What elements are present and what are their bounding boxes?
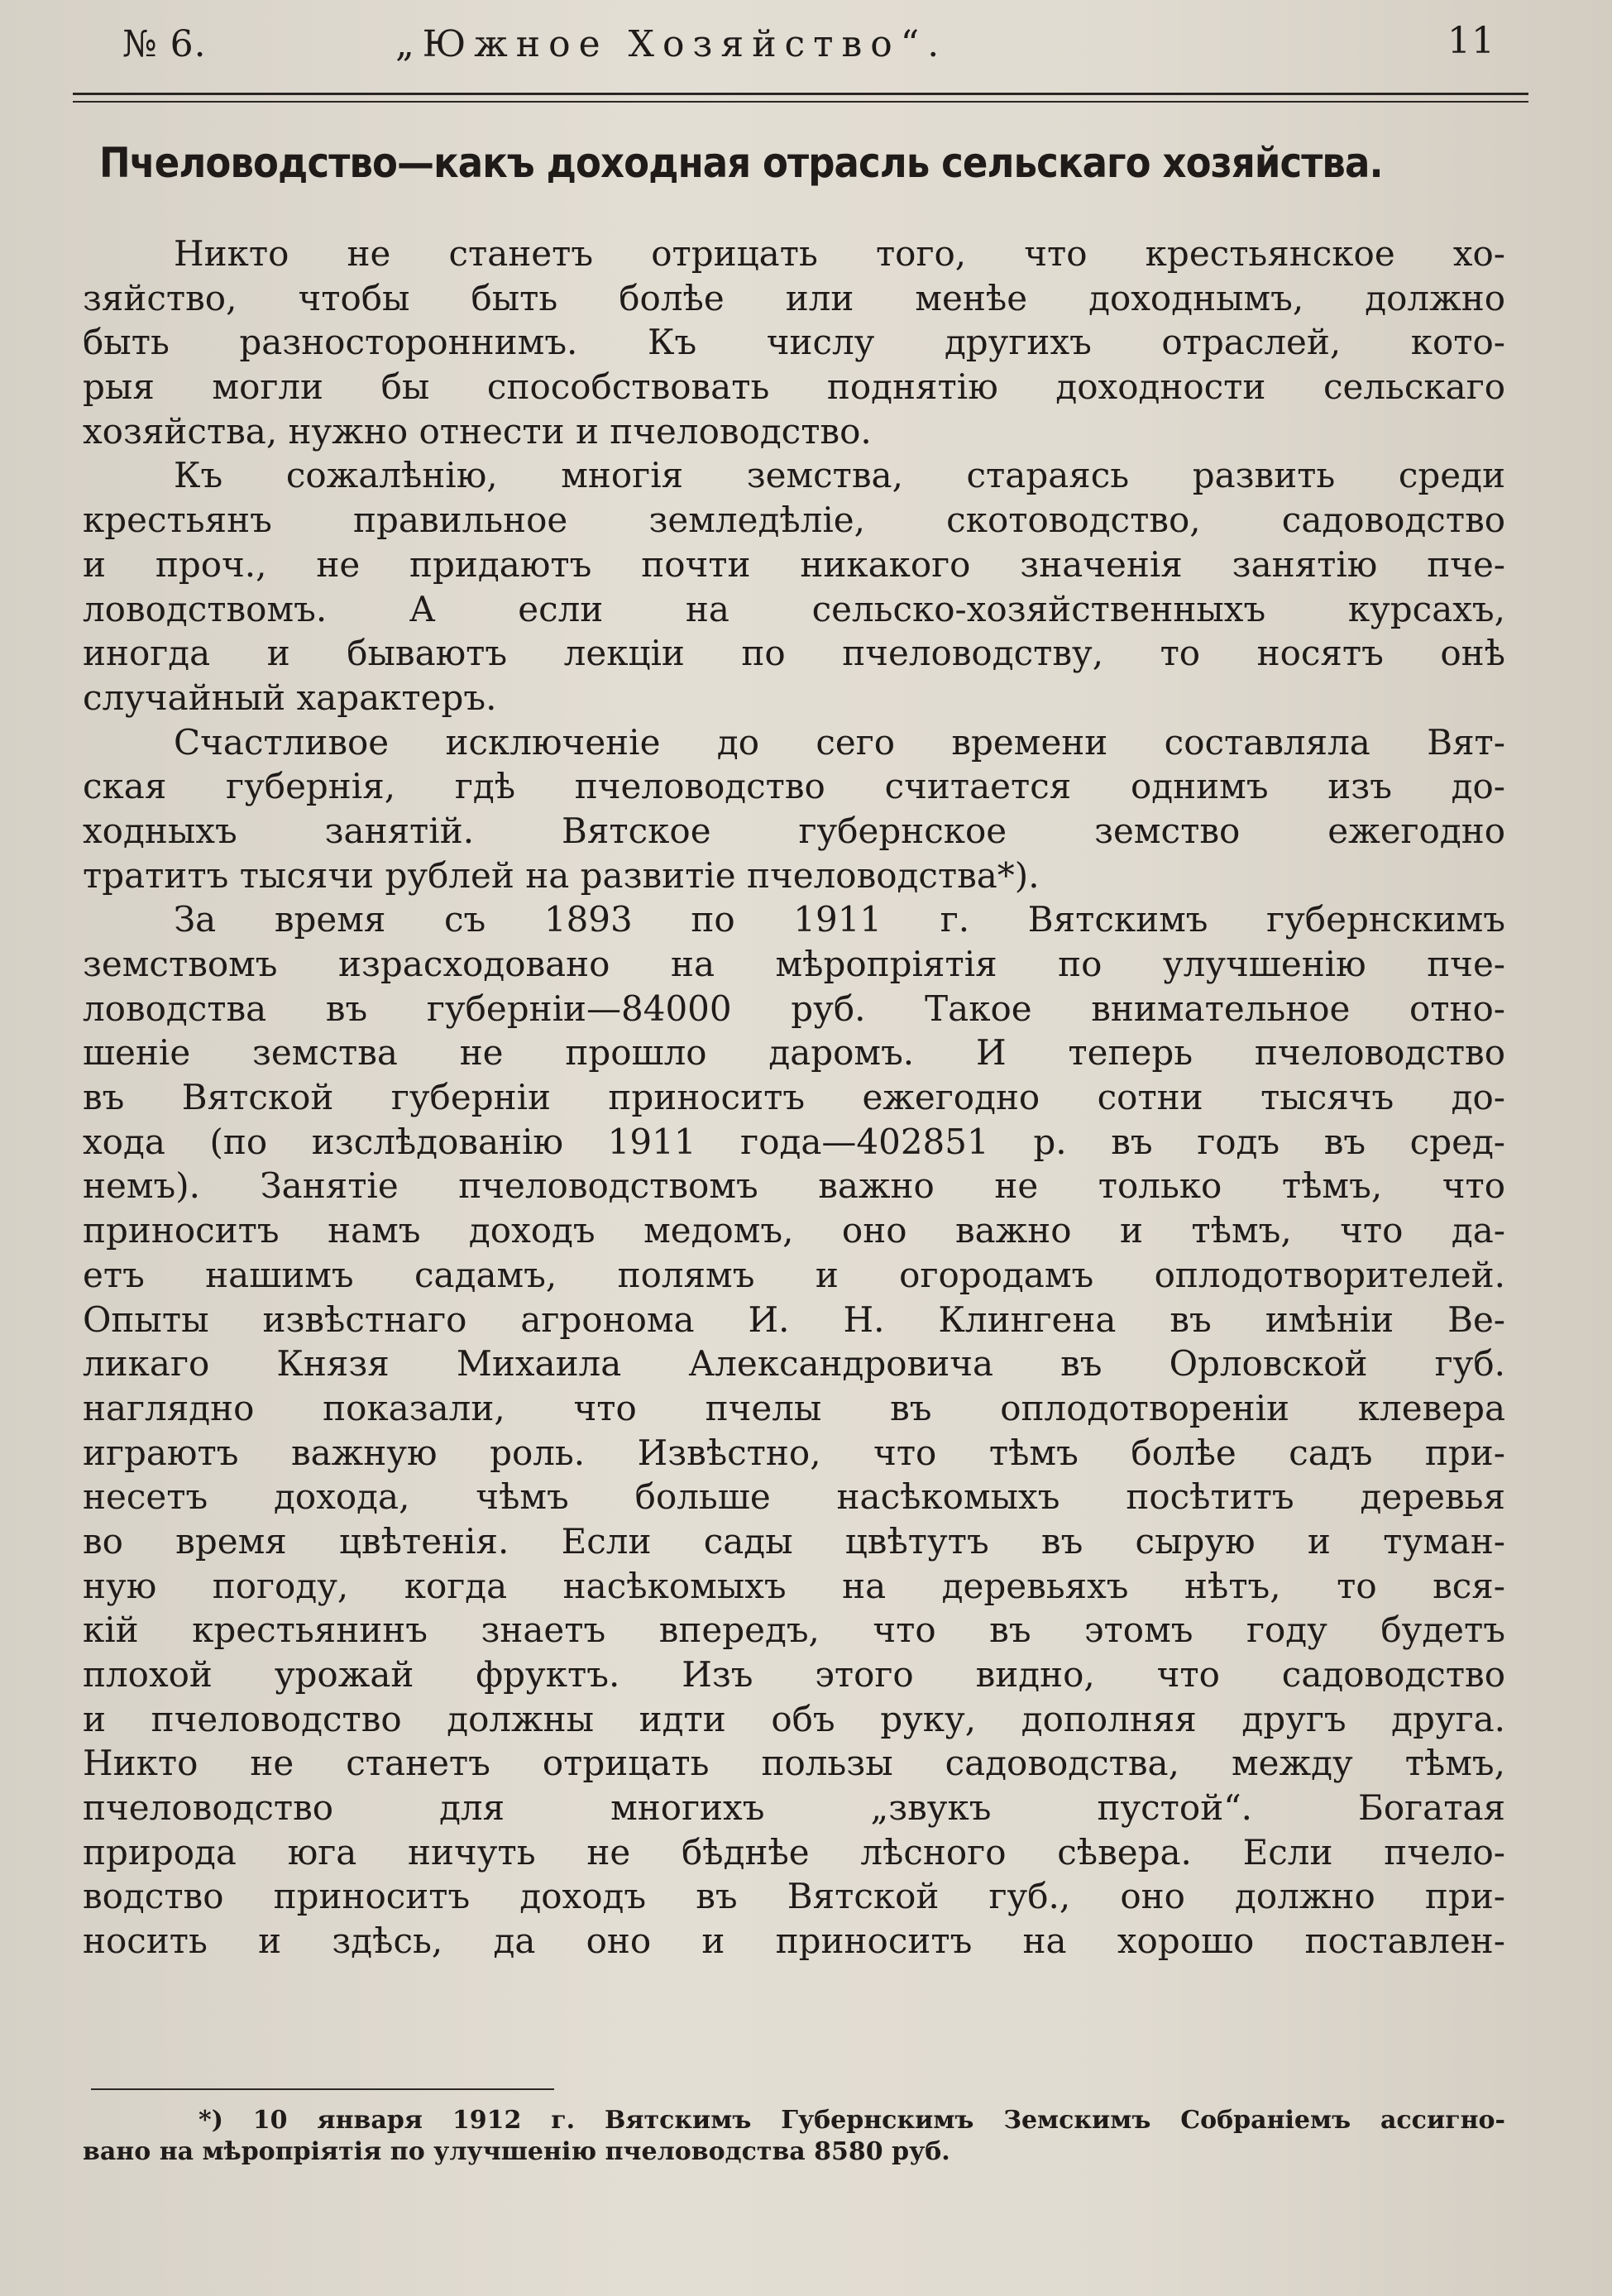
text-line: ходныхъ занятій. Вятское губернское земство ежегодно <box>83 810 1505 851</box>
text-line: ловодства въ губерніи—84000 руб. Такое внимательное отно- <box>83 988 1505 1029</box>
article-title: Пчеловодство—какъ доходная отрасль сельскаго хозяйства. <box>99 139 1383 187</box>
text-line: носить и здѣсь, да оно и приноситъ на хорошо поставлен- <box>83 1921 1505 1962</box>
text-line: приноситъ намъ доходъ медомъ, оно важно и тѣмъ, что да- <box>83 1210 1505 1251</box>
footnote-line: *) 10 января 1912 г. Вятскимъ Губернскимъ Земскимъ Собраніемъ ассигно- <box>199 2106 1505 2135</box>
text-line: Никто не станетъ отрицать пользы садоводства, между тѣмъ, <box>83 1743 1505 1784</box>
text-line: быть разностороннимъ. Къ числу другихъ отраслей, кото- <box>83 322 1505 363</box>
header-rule-double <box>73 101 1528 103</box>
text-line: случайный характеръ. <box>83 677 497 718</box>
text-line: водство приноситъ доходъ въ Вятской губ., оно должно при- <box>83 1876 1505 1917</box>
text-line: зяйство, чтобы быть болѣе или менѣе доходнымъ, должно <box>83 277 1505 318</box>
text-line: немъ). Занятіе пчеловодствомъ важно не только тѣмъ, что <box>83 1165 1505 1207</box>
text-line: ликаго Князя Михаила Александровича въ Орловской губ. <box>83 1343 1505 1385</box>
text-line: шеніе земства не прошло даромъ. И теперь пчеловодство <box>83 1032 1505 1074</box>
text-line: наглядно показали, что пчелы въ оплодотвореніи клевера <box>83 1387 1505 1428</box>
issue-number: № 6. <box>122 23 207 65</box>
running-header <box>73 20 1520 73</box>
text-line: природа юга ничуть не бѣднѣе лѣсного сѣвера. Если пчело- <box>83 1831 1505 1873</box>
text-line: Счастливое исключеніе до сего времени составляла Вят- <box>174 721 1505 763</box>
text-line: рыя могли бы способствовать поднятію доходности сельскаго <box>83 366 1505 408</box>
text-line: и пчеловодство должны идти объ руку, дополняя другъ друга. <box>83 1698 1505 1739</box>
text-line: Къ сожалѣнію, многія земства, стараясь развить среди <box>174 455 1505 496</box>
header-rule <box>73 93 1528 95</box>
text-line: кій крестьянинъ знаетъ впередъ, что въ этомъ году будетъ <box>83 1610 1505 1651</box>
article-body <box>83 232 1505 1964</box>
text-line: ская губернія, гдѣ пчеловодство считается однимъ изъ до- <box>83 766 1505 807</box>
text-line: ную погоду, когда насѣкомыхъ на деревьяхъ нѣтъ, то вся- <box>83 1565 1505 1606</box>
footnote-line: вано на мѣропріятія по улучшенію пчеловодства 8580 руб. <box>83 2137 950 2166</box>
text-line: играютъ важную роль. Извѣстно, что тѣмъ болѣе садъ при- <box>83 1432 1505 1473</box>
page-number: 11 <box>1447 20 1495 62</box>
text-line: иногда и бываютъ лекціи по пчеловодству, то носятъ онѣ <box>83 633 1505 674</box>
text-line: и проч., не придаютъ почти никакого значенія занятію пче- <box>83 543 1505 585</box>
text-line: во время цвѣтенія. Если сады цвѣтутъ въ сырую и туман- <box>83 1520 1505 1562</box>
text-line: етъ нашимъ садамъ, полямъ и огородамъ оплодотворителей. <box>83 1254 1505 1295</box>
text-line: За время съ 1893 по 1911 г. Вятскимъ губернскимъ <box>174 899 1505 940</box>
text-line: плохой урожай фруктъ. Изъ этого видно, что садоводство <box>83 1654 1505 1695</box>
text-line: крестьянъ правильное земледѣліе, скотоводство, садоводство <box>83 500 1505 541</box>
text-line: ловодствомъ. А если на сельско-хозяйственныхъ курсахъ, <box>83 588 1505 629</box>
text-line: тратитъ тысячи рублей на развитіе пчеловодства*). <box>83 854 1040 896</box>
text-line: несетъ дохода, чѣмъ больше насѣкомыхъ посѣтитъ деревья <box>83 1476 1505 1518</box>
footnote-rule <box>91 2088 554 2090</box>
text-line: хода (по изслѣдованію 1911 года—402851 р. въ годъ въ сред- <box>83 1121 1505 1162</box>
journal-title: „Южное Хозяйство“. <box>395 23 948 65</box>
text-line: пчеловодство для многихъ „звукъ пустой“. Богатая <box>83 1787 1505 1829</box>
text-line: въ Вятской губерніи приноситъ ежегодно сотни тысячъ до- <box>83 1077 1505 1118</box>
text-line: хозяйства, нужно отнести и пчеловодство. <box>83 410 872 452</box>
text-line: Никто не станетъ отрицать того, что крестьянское хо- <box>174 233 1505 274</box>
text-line: Опыты извѣстнаго агронома И. Н. Клингена въ имѣніи Ве- <box>83 1299 1505 1340</box>
text-line: земствомъ израсходовано на мѣропріятія по улучшенію пче- <box>83 944 1505 984</box>
footnote <box>83 2105 1505 2168</box>
